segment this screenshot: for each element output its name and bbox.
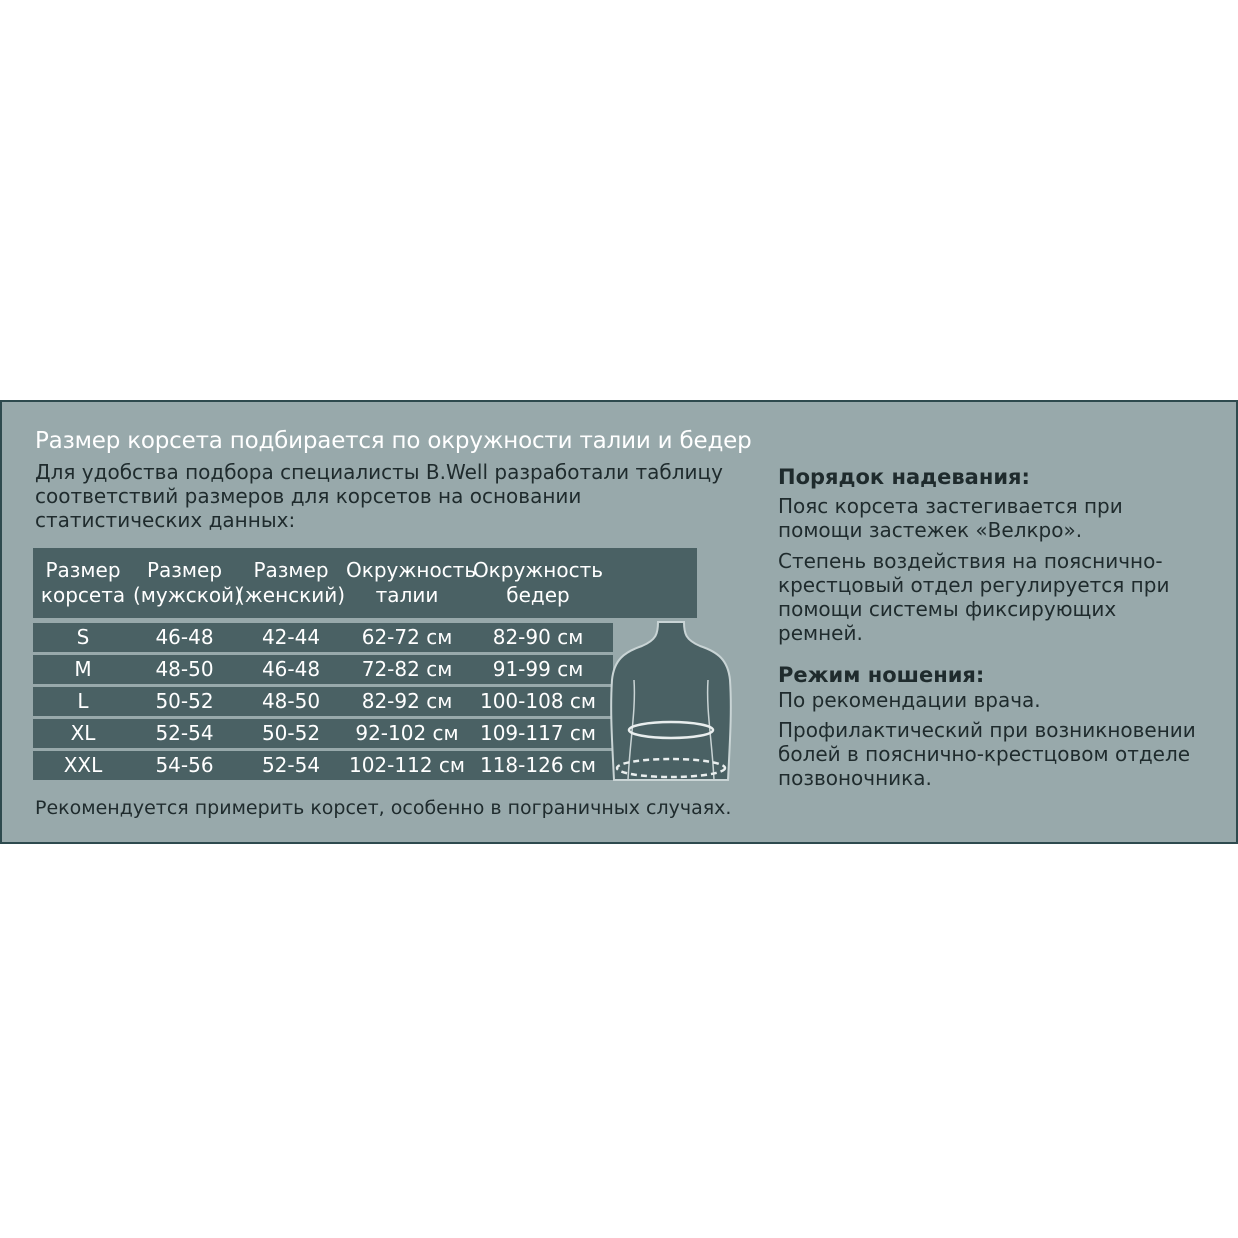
cell-waist: 82-92 см	[361, 689, 453, 713]
cell-hips: 91-99 см	[492, 657, 584, 681]
table-row	[33, 655, 613, 684]
table-row	[33, 687, 613, 716]
cell-size: M	[74, 657, 92, 681]
wearing-mode-text-1: По рекомендации врача.	[778, 688, 1041, 712]
cell-male: 50-52	[155, 689, 214, 713]
intro-text: Для удобства подбора специалисты B.Well разработали таблицу соответствий размеров для корсетов на основании статистических данных:	[35, 460, 723, 532]
cell-hips: 109-117 см	[479, 721, 596, 745]
cell-size: L	[77, 689, 89, 713]
table-header	[33, 548, 697, 618]
wearing-mode-text-2: Профилактический при возникновении болей в пояснично-крестцовом отделе позвоночника.	[778, 718, 1196, 790]
header-corset-size: Размер корсета	[40, 558, 126, 607]
cell-hips: 118-126 см	[479, 753, 596, 777]
wearing-mode-heading: Режим ношения:	[778, 663, 985, 687]
cell-female: 42-44	[261, 625, 321, 649]
footer-note: Рекомендуется примерить корсет, особенно в пограничных случаях.	[35, 797, 732, 819]
donning-heading: Порядок надевания:	[778, 465, 1030, 489]
cell-male: 48-50	[155, 657, 214, 681]
cell-hips: 100-108 см	[479, 689, 596, 713]
header-female-size: Размер (женский)	[236, 558, 346, 607]
cell-female: 50-52	[261, 721, 321, 745]
header-hips: Окружность бедер	[472, 558, 604, 607]
cell-female: 48-50	[261, 689, 321, 713]
donning-text-1: Пояс корсета застегивается при помощи застежек «Велкро».	[778, 494, 1123, 542]
cell-male: 52-54	[155, 721, 214, 745]
cell-size: XXL	[63, 753, 103, 777]
header-waist: Окружность талии	[346, 558, 477, 607]
torso-measurement-illustration	[606, 620, 736, 784]
donning-text-2: Степень воздействия на пояснично-крестцовый отдел регулируется при помощи системы фиксирующих ремней.	[778, 549, 1170, 645]
panel-title: Размер корсета подбирается по окружности талии и бедер	[35, 428, 752, 454]
cell-male: 46-48	[155, 625, 214, 649]
cell-waist: 102-112 см	[348, 753, 465, 777]
cell-female: 46-48	[261, 657, 321, 681]
cell-female: 52-54	[261, 753, 321, 777]
instructions-section	[778, 464, 1198, 790]
size-chart-panel	[0, 400, 1238, 844]
header-male-size: Размер (мужской)	[133, 558, 242, 607]
table-row	[33, 751, 613, 780]
table-row	[33, 623, 613, 652]
cell-waist: 62-72 см	[361, 625, 453, 649]
cell-male: 54-56	[155, 753, 214, 777]
cell-size: S	[76, 625, 90, 649]
cell-waist: 72-82 см	[361, 657, 453, 681]
cell-hips: 82-90 см	[492, 625, 584, 649]
cell-size: XL	[70, 721, 96, 745]
cell-waist: 92-102 см	[355, 721, 459, 745]
table-row	[33, 719, 613, 748]
